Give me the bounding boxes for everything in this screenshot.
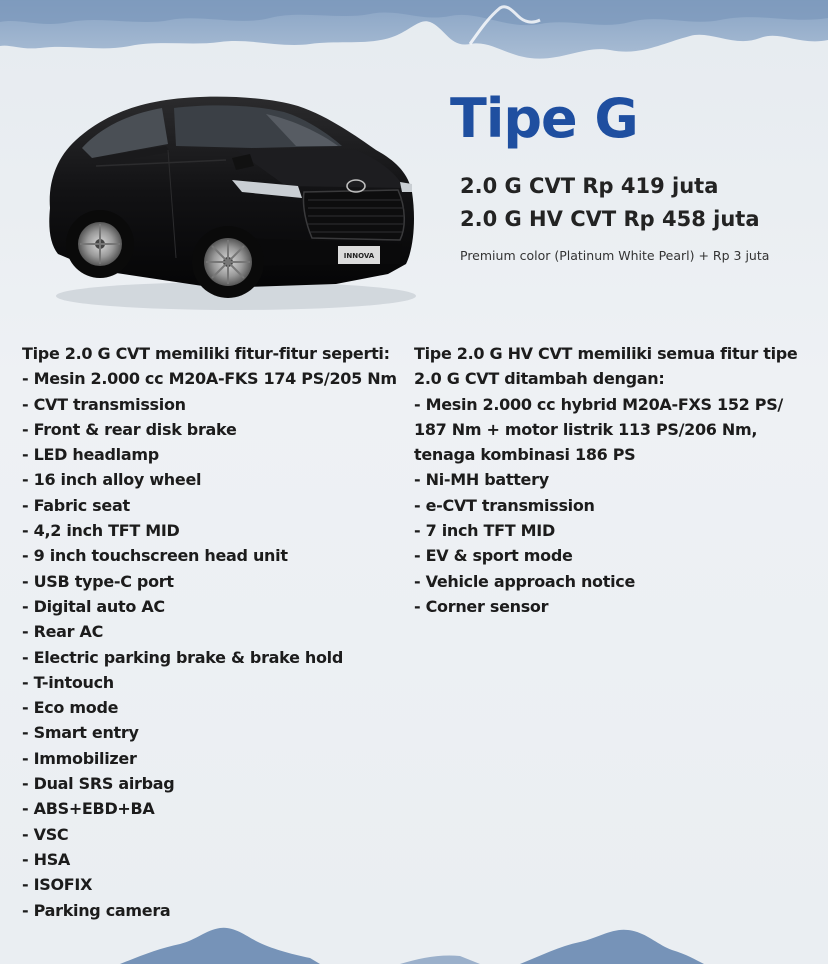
right-list-line: - EV & sport mode — [414, 546, 573, 566]
left-list-line: - USB type-C port — [22, 571, 174, 591]
left-list-line: - Digital auto AC — [22, 596, 165, 616]
car-image — [36, 88, 420, 314]
left-list-line: - CVT transmission — [22, 394, 186, 414]
right-list-line: 2.0 G CVT ditambah dengan: — [414, 369, 665, 389]
left-list-line: - Rear AC — [22, 622, 104, 642]
right-list-line: tenaga kombinasi 186 PS — [414, 445, 636, 465]
left-list-line: - VSC — [22, 824, 69, 844]
premium-color-note: Premium color (Platinum White Pearl) + Rp 3 juta — [460, 248, 770, 263]
car-badge: INNOVA — [343, 252, 375, 260]
left-list-line: - 16 inch alloy wheel — [22, 470, 202, 490]
torn-paper-top-decoration — [0, 0, 828, 80]
left-list-line: Tipe 2.0 G CVT memiliki fitur-fitur seperti: — [22, 344, 390, 363]
left-list-line: - Parking camera — [22, 900, 171, 920]
right-list-line: - Corner sensor — [414, 596, 549, 616]
right-list-line: - e-CVT transmission — [414, 495, 595, 515]
left-list-line: - T-intouch — [22, 672, 114, 692]
right-list-line: - Vehicle approach notice — [414, 571, 636, 591]
right-list-line: - Ni-MH battery — [414, 470, 549, 490]
left-list-line: - 9 inch touchscreen head unit — [22, 546, 288, 566]
price-g-cvt: 2.0 G CVT Rp 419 juta — [460, 174, 719, 198]
price-g-hv-cvt: 2.0 G HV CVT Rp 458 juta — [460, 207, 760, 231]
right-list-line: 187 Nm + motor listrik 113 PS/206 Nm, — [414, 419, 758, 439]
right-list-line: - 7 inch TFT MID — [414, 521, 555, 541]
left-list-line: - Immobilizer — [22, 748, 137, 768]
left-list-line: - HSA — [22, 849, 71, 869]
left-list-line: - ISOFIX — [22, 875, 93, 895]
left-list-line: - Fabric seat — [22, 495, 130, 515]
left-list-line: - Electric parking brake & brake hold — [22, 647, 344, 667]
right-list-line: - Mesin 2.000 cc hybrid M20A-FXS 152 PS/ — [414, 394, 783, 414]
page-title: Tipe G — [450, 87, 638, 150]
left-list-line: - 4,2 inch TFT MID — [22, 521, 180, 541]
left-list-line: - Mesin 2.000 cc M20A-FKS 174 PS/205 Nm — [22, 369, 397, 389]
left-list-line: - Eco mode — [22, 698, 119, 718]
g-hv-cvt-feature-list — [414, 341, 814, 619]
g-cvt-feature-list — [22, 341, 412, 923]
left-list-line: - Dual SRS airbag — [22, 774, 175, 794]
left-list-line: - Front & rear disk brake — [22, 419, 237, 439]
right-list-line: Tipe 2.0 G HV CVT memiliki semua fitur tipe — [414, 344, 798, 363]
left-list-line: - LED headlamp — [22, 445, 159, 465]
left-list-line: - ABS+EBD+BA — [22, 799, 155, 819]
left-list-line: - Smart entry — [22, 723, 139, 743]
torn-paper-bottom-decoration — [0, 924, 828, 964]
